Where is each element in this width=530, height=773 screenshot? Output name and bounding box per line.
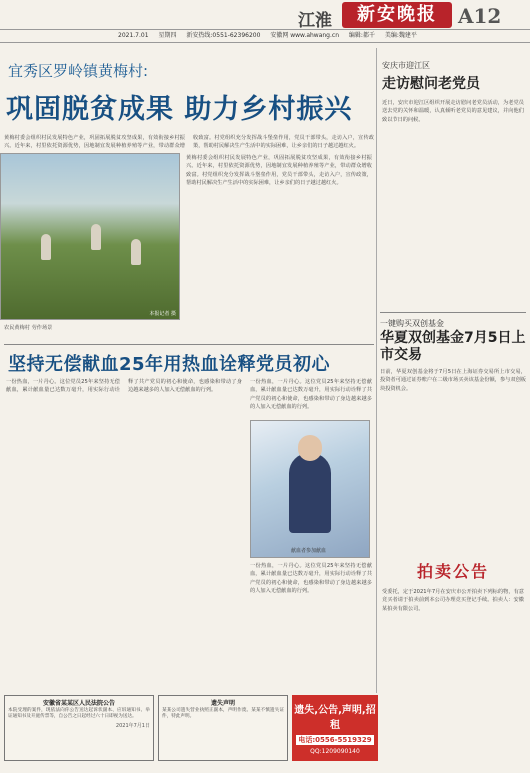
classified-ad	[292, 695, 378, 761]
farmer-figure	[41, 234, 51, 260]
section-divider	[4, 344, 374, 345]
auction-notice	[378, 555, 528, 760]
right-story-1	[378, 48, 528, 321]
second-photo	[250, 420, 370, 558]
notice2-body: 某某公司遗失营业执照正副本，声明作废。某某不慎遗失证件，特此声明。	[162, 708, 284, 720]
website[interactable]: 安徽网 www.ahwang.cn	[270, 32, 339, 39]
donor-figure	[289, 453, 331, 533]
notice1-body: 本院受理的案件，现依法向你公告送达起诉状副本、应诉通知书、举证通知书及开庭传票等，自公告之日起经过六十日即视为送达。	[8, 708, 150, 720]
designer-credit: 美编:魏建平	[384, 32, 417, 39]
ad-phone[interactable]: 电话:0556-5519329	[296, 735, 374, 745]
issue-weekday: 星期四	[158, 32, 177, 39]
ad-title: 遗失,公告,声明,招租	[294, 705, 376, 731]
section-name: 江淮	[298, 11, 332, 31]
issue-date: 2021.7.01	[118, 32, 149, 39]
donor-head	[298, 435, 322, 461]
lead-kicker: 宜秀区罗岭镇黄梅村:	[8, 62, 149, 80]
second-body: 一份热血，一片丹心。这位党员25年来坚持无偿献血，累计献血量已达数万毫升，用实际行动诠释了共产党员的初心和使命，也感染和带动了身边越来越多的人加入无偿献血的行列。	[6, 379, 242, 394]
right1-headline: 走访慰问老党员	[382, 76, 480, 92]
farmer-figure	[91, 224, 101, 250]
hotline: 新安热线:0551-62396200	[186, 32, 261, 39]
lead-photo-credit: 本报记者 摄	[149, 311, 176, 317]
lead-photo	[0, 153, 180, 320]
ad-qq[interactable]: QQ:1209090140	[310, 748, 360, 755]
farmer-figure	[131, 239, 141, 265]
page-number: A12	[458, 4, 502, 28]
right1-body: 近日，安庆市迎江区组织开展走访慰问老党员活动，为老党员送去党的关怀和温暖，认真倾听老党员的意见建议，并向他们致以节日的问候。	[382, 100, 524, 123]
right2-kicker: 一键购买双创基金	[380, 319, 444, 328]
right-divider	[380, 312, 526, 313]
notice1-title: 安徽省某某区人民法院公告	[42, 700, 115, 707]
notice1-date: 2021年7月1日	[115, 722, 150, 729]
auction-body: 受委托，定于2021年7月在安庆市公开拍卖下列标的物，有意竞买者请于拍卖前到本公司办理竞买登记手续。拍卖人：安徽某拍卖有限公司。	[382, 589, 524, 612]
newspaper-logo: 新安晚报	[342, 2, 452, 28]
second-photo-caption: 献血者参加献血	[291, 548, 327, 554]
lost-notice	[158, 695, 288, 761]
info-bar	[0, 29, 530, 43]
lead-photo-caption: 农民黄梅村 劳作场景	[4, 325, 53, 331]
bottom-notices	[0, 695, 378, 761]
lead-body: 黄梅村委会组织村民发展特色产业，巩固拓展脱贫攻坚成果，有效衔接乡村振兴。近年来，村里依托资源优势，因地制宜发展种植养殖等产业，带动群众增收致富。村党组织充分发挥战斗堡垒作用，党员干部带头，走访入户，宣传政策，帮助村民解决生产生活中的实际困难，让乡亲们的日子越过越红火。	[4, 135, 374, 150]
editor-credit: 编辑:都千	[348, 32, 375, 39]
second-body-continued: 一份热血，一片丹心。这位党员25年来坚持无偿献血，累计献血量已达数万毫升，用实际行动诠释了共产党员的初心和使命，也感染和带动了身边越来越多的人加入无偿献血的行列。	[250, 379, 372, 411]
second-headline: 坚持无偿献血25年用热血诠释党员初心	[8, 354, 331, 375]
court-notice	[4, 695, 154, 761]
right1-kicker: 安庆市迎江区	[382, 61, 430, 70]
lead-body-continued: 黄梅村委会组织村民发展特色产业，巩固拓展脱贫攻坚成果，有效衔接乡村振兴。近年来，村里依托资源优势，因地制宜发展种植养殖等产业，带动群众增收致富。村党组织充分发挥战斗堡垒作用，党员干部带头，走访入户，宣传政策，帮助村民解决生产生活中的实际困难，让乡亲们的日子越过越红火。	[186, 155, 372, 187]
lead-headline: 巩固脱贫成果 助力乡村振兴	[6, 94, 353, 125]
right2-headline: 华夏双创基金7月5日上市交易	[380, 330, 526, 363]
auction-title: 拍卖公告	[416, 562, 489, 581]
column-divider	[376, 48, 377, 693]
notice2-title: 遗失声明	[210, 700, 235, 707]
right2-body: 日前，华夏双创基金将于7月5日在上海证券交易所上市交易，投资者可通过证券账户在二级市场买卖该基金份额，参与双创板块投资机会。	[380, 369, 526, 392]
second-body-tail: 一份热血，一片丹心。这位党员25年来坚持无偿献血，累计献血量已达数万毫升，用实际行动诠释了共产党员的初心和使命，也感染和带动了身边越来越多的人加入无偿献血的行列。	[250, 563, 372, 595]
